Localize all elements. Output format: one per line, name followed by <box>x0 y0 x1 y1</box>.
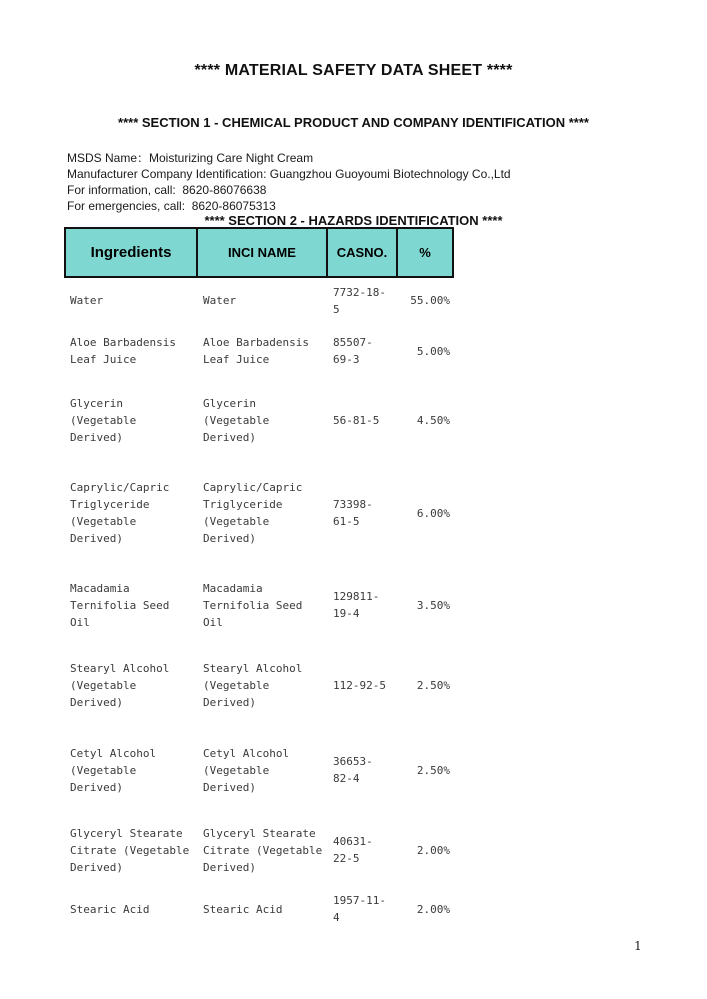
section1-heading: **** SECTION 1 - CHEMICAL PRODUCT AND COMPANY IDENTIFICATION **** <box>118 115 589 130</box>
page-title: **** MATERIAL SAFETY DATA SHEET **** <box>194 62 513 79</box>
company-info-block <box>67 150 511 214</box>
table-row <box>65 277 453 323</box>
ingredient-cell: Macadamia Ternifolia Seed Oil <box>70 581 170 629</box>
inci-cell: Glyceryl Stearate Citrate (Vegetable Derived) <box>203 826 323 874</box>
cas-cell: 129811-19-4 <box>333 590 380 620</box>
table-header-row <box>65 228 453 277</box>
cas-cell: 73398-61-5 <box>333 498 373 528</box>
cas-cell: 36653-82-4 <box>333 755 373 785</box>
page-number: 1 <box>634 939 642 953</box>
header-ingredients: Ingredients <box>65 228 197 277</box>
msds-name-line: MSDS Name：Moisturizing Care Night Cream <box>67 151 314 165</box>
inci-cell: Cetyl Alcohol (Vegetable Derived) <box>203 746 290 794</box>
ingredient-cell: Caprylic/Capric Triglyceride (Vegetable Derived) <box>70 481 170 545</box>
emergency-phone-line: For emergencies, call: 8620-86075313 <box>67 199 276 213</box>
cas-cell: 1957-11-4 <box>333 894 386 924</box>
ingredient-cell: Cetyl Alcohol (Vegetable Derived) <box>70 746 157 794</box>
percent-cell: 4.50% <box>416 413 450 427</box>
cas-cell: 7732-18-5 <box>333 285 386 316</box>
inci-cell: Caprylic/Capric Triglyceride (Vegetable Derived) <box>203 481 303 545</box>
ingredient-cell: Glycerin (Vegetable Derived) <box>70 396 137 444</box>
percent-cell: 3.50% <box>416 598 450 612</box>
ingredients-table <box>64 227 454 933</box>
section2-heading: **** SECTION 2 - HAZARDS IDENTIFICATION **** <box>204 213 503 228</box>
percent-cell: 55.00% <box>410 294 450 307</box>
table-row <box>65 323 453 379</box>
percent-cell: 2.00% <box>416 843 450 857</box>
percent-cell: 6.00% <box>416 506 450 520</box>
table-row <box>65 645 453 725</box>
inci-cell: Stearic Acid <box>203 902 283 916</box>
inci-cell: Macadamia Ternifolia Seed Oil <box>203 581 303 629</box>
inci-cell: Water <box>203 294 237 307</box>
table-row <box>65 885 453 933</box>
percent-cell: 2.50% <box>416 678 450 692</box>
cas-cell: 85507-69-3 <box>333 336 373 366</box>
inci-cell: Stearyl Alcohol (Vegetable Derived) <box>203 661 303 709</box>
table-row <box>65 815 453 885</box>
manufacturer-line: Manufacturer Company Identification: Guangzhou Guoyoumi Biotechnology Co.,Ltd <box>67 167 511 181</box>
percent-cell: 2.00% <box>416 902 450 916</box>
header-inci-name: INCI NAME <box>197 228 327 277</box>
inci-cell: Glycerin (Vegetable Derived) <box>203 396 270 444</box>
ingredient-cell: Stearyl Alcohol (Vegetable Derived) <box>70 661 170 709</box>
table-row <box>65 565 453 645</box>
table-row <box>65 725 453 815</box>
cas-cell: 40631-22-5 <box>333 835 373 865</box>
information-phone-line: For information, call: 8620-86076638 <box>67 183 267 197</box>
inci-cell: Aloe Barbadensis Leaf Juice <box>203 336 309 366</box>
cas-cell: 112-92-5 <box>333 678 386 692</box>
percent-cell: 5.00% <box>416 344 450 358</box>
ingredient-cell: Stearic Acid <box>70 902 150 916</box>
header-casno: CASNO. <box>327 228 397 277</box>
ingredient-cell: Glyceryl Stearate Citrate (Vegetable Derived) <box>70 826 190 874</box>
percent-cell: 2.50% <box>416 763 450 777</box>
table-row <box>65 461 453 565</box>
ingredient-cell: Water <box>70 294 104 307</box>
cas-cell: 56-81-5 <box>333 413 380 427</box>
header-percent: % <box>397 228 453 277</box>
table-row <box>65 379 453 461</box>
ingredient-cell: Aloe Barbadensis Leaf Juice <box>70 336 176 366</box>
